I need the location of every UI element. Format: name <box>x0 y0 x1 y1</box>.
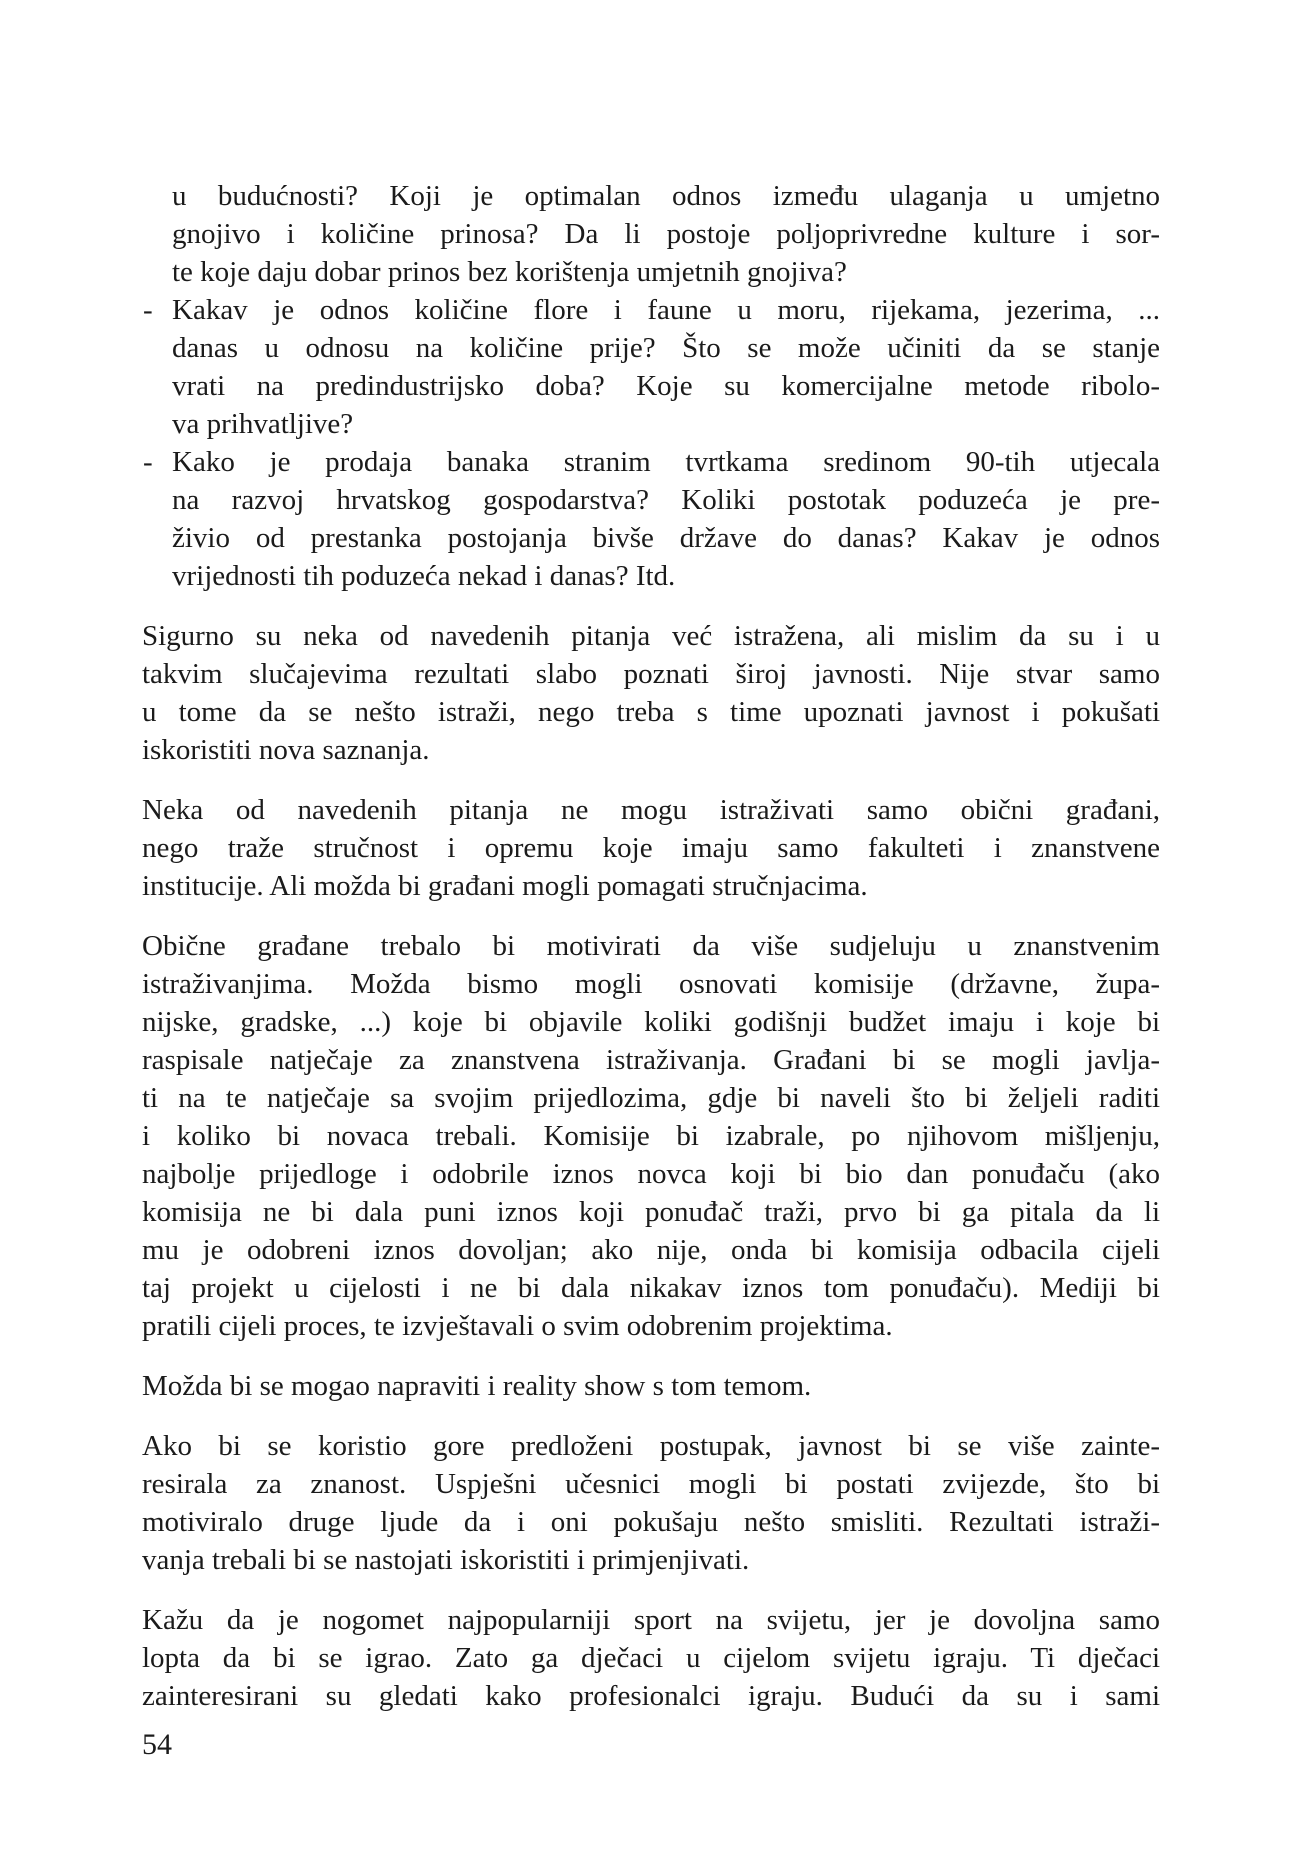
text-line: vrijednosti tih poduzeća nekad i danas? Itd. <box>172 560 676 592</box>
text-line: Možda bi se mogao napraviti i reality show s tom temom. <box>142 1370 812 1402</box>
list-item <box>142 177 1160 291</box>
text-line: takvim slučajevima rezultati slabo poznati široj javnosti. Nije stvar samo <box>142 658 1160 690</box>
page-number: 54 <box>142 1728 172 1761</box>
text-line: živio od prestanka postojanja bivše države do danas? Kakav je odnos <box>172 522 1160 554</box>
text-line: na razvoj hrvatskog gospodarstva? Koliki postotak poduzeća je pre- <box>172 484 1160 516</box>
text-line: taj projekt u cijelosti i ne bi dala nikakav iznos tom ponuđaču). Mediji bi <box>142 1272 1160 1304</box>
text-line: vanja trebali bi se nastojati iskoristiti i primjenjivati. <box>142 1544 750 1576</box>
text-line: Kakav je odnos količine flore i faune u moru, rijekama, jezerima, ... <box>172 294 1160 326</box>
text-line: te koje daju dobar prinos bez korištenja umjetnih gnojiva? <box>172 256 847 288</box>
text-line: Kako je prodaja banaka stranim tvrtkama sredinom 90-tih utjecala <box>172 446 1160 478</box>
text-line: ti na te natječaje sa svojim prijedlozima, gdje bi naveli što bi željeli raditi <box>142 1082 1160 1114</box>
text-line: Kažu da je nogomet najpopularniji sport na svijetu, jer je dovoljna samo <box>142 1604 1160 1636</box>
paragraph <box>142 617 1160 769</box>
text-line: resirala za znanost. Uspješni učesnici mogli bi postati zvijezde, što bi <box>142 1468 1160 1500</box>
text-line: komisija ne bi dala puni iznos koji ponuđač traži, prvo bi ga pitala da li <box>142 1196 1160 1228</box>
list-item <box>142 291 1160 443</box>
text-line: u tome da se nešto istraži, nego treba s time upoznati javnost i pokušati <box>142 696 1160 728</box>
paragraph <box>142 1601 1160 1715</box>
text-line: motiviralo druge ljude da i oni pokušaju nešto smisliti. Rezultati istraži- <box>142 1506 1160 1538</box>
text-line: lopta da bi se igrao. Zato ga dječaci u cijelom svijetu igraju. Ti dječaci <box>142 1642 1160 1674</box>
text-line: Neka od navedenih pitanja ne mogu istraživati samo obični građani, <box>142 794 1160 826</box>
text-block <box>142 177 1160 1715</box>
text-line: danas u odnosu na količine prije? Što se može učiniti da se stanje <box>172 332 1160 364</box>
list-item <box>142 443 1160 595</box>
text-line: Ako bi se koristio gore predloženi postupak, javnost bi se više zainte- <box>142 1430 1160 1462</box>
paragraph <box>142 1427 1160 1579</box>
text-line: va prihvatljive? <box>172 408 354 440</box>
text-line: u budućnosti? Koji je optimalan odnos između ulaganja u umjetno <box>172 180 1160 212</box>
text-line: i koliko bi novaca trebali. Komisije bi izabrale, po njihovom mišljenju, <box>142 1120 1160 1152</box>
text-line: iskoristiti nova saznanja. <box>142 734 430 766</box>
list-dash-marker: - <box>143 446 153 478</box>
paragraph <box>142 927 1160 1345</box>
paragraph <box>142 791 1160 905</box>
list-dash-marker: - <box>143 294 153 326</box>
text-line: Obične građane trebalo bi motivirati da više sudjeluju u znanstvenim <box>142 930 1160 962</box>
text-line: najbolje prijedloge i odobrile iznos novca koji bi bio dan ponuđaču (ako <box>142 1158 1160 1190</box>
text-line: mu je odobreni iznos dovoljan; ako nije, onda bi komisija odbacila cijeli <box>142 1234 1160 1266</box>
text-line: pratili cijeli proces, te izvještavali o svim odobrenim projektima. <box>142 1310 893 1342</box>
text-line: vrati na predindustrijsko doba? Koje su komercijalne metode ribolo- <box>172 370 1160 402</box>
text-line: Sigurno su neka od navedenih pitanja već istražena, ali mislim da su i u <box>142 620 1160 652</box>
text-line: nijske, gradske, ...) koje bi objavile koliki godišnji budžet imaju i koje bi <box>142 1006 1160 1038</box>
text-line: gnojivo i količine prinosa? Da li postoje poljoprivredne kulture i sor- <box>172 218 1160 250</box>
paragraph <box>142 1367 1160 1405</box>
text-line: nego traže stručnost i opremu koje imaju samo fakulteti i znanstvene <box>142 832 1160 864</box>
text-line: raspisale natječaje za znanstvena istraživanja. Građani bi se mogli javlja- <box>142 1044 1160 1076</box>
text-line: institucije. Ali možda bi građani mogli pomagati stručnjacima. <box>142 870 868 902</box>
text-line: istraživanjima. Možda bismo mogli osnovati komisije (državne, župa- <box>142 968 1160 1000</box>
text-line: zainteresirani su gledati kako profesionalci igraju. Budući da su i sami <box>142 1680 1160 1712</box>
